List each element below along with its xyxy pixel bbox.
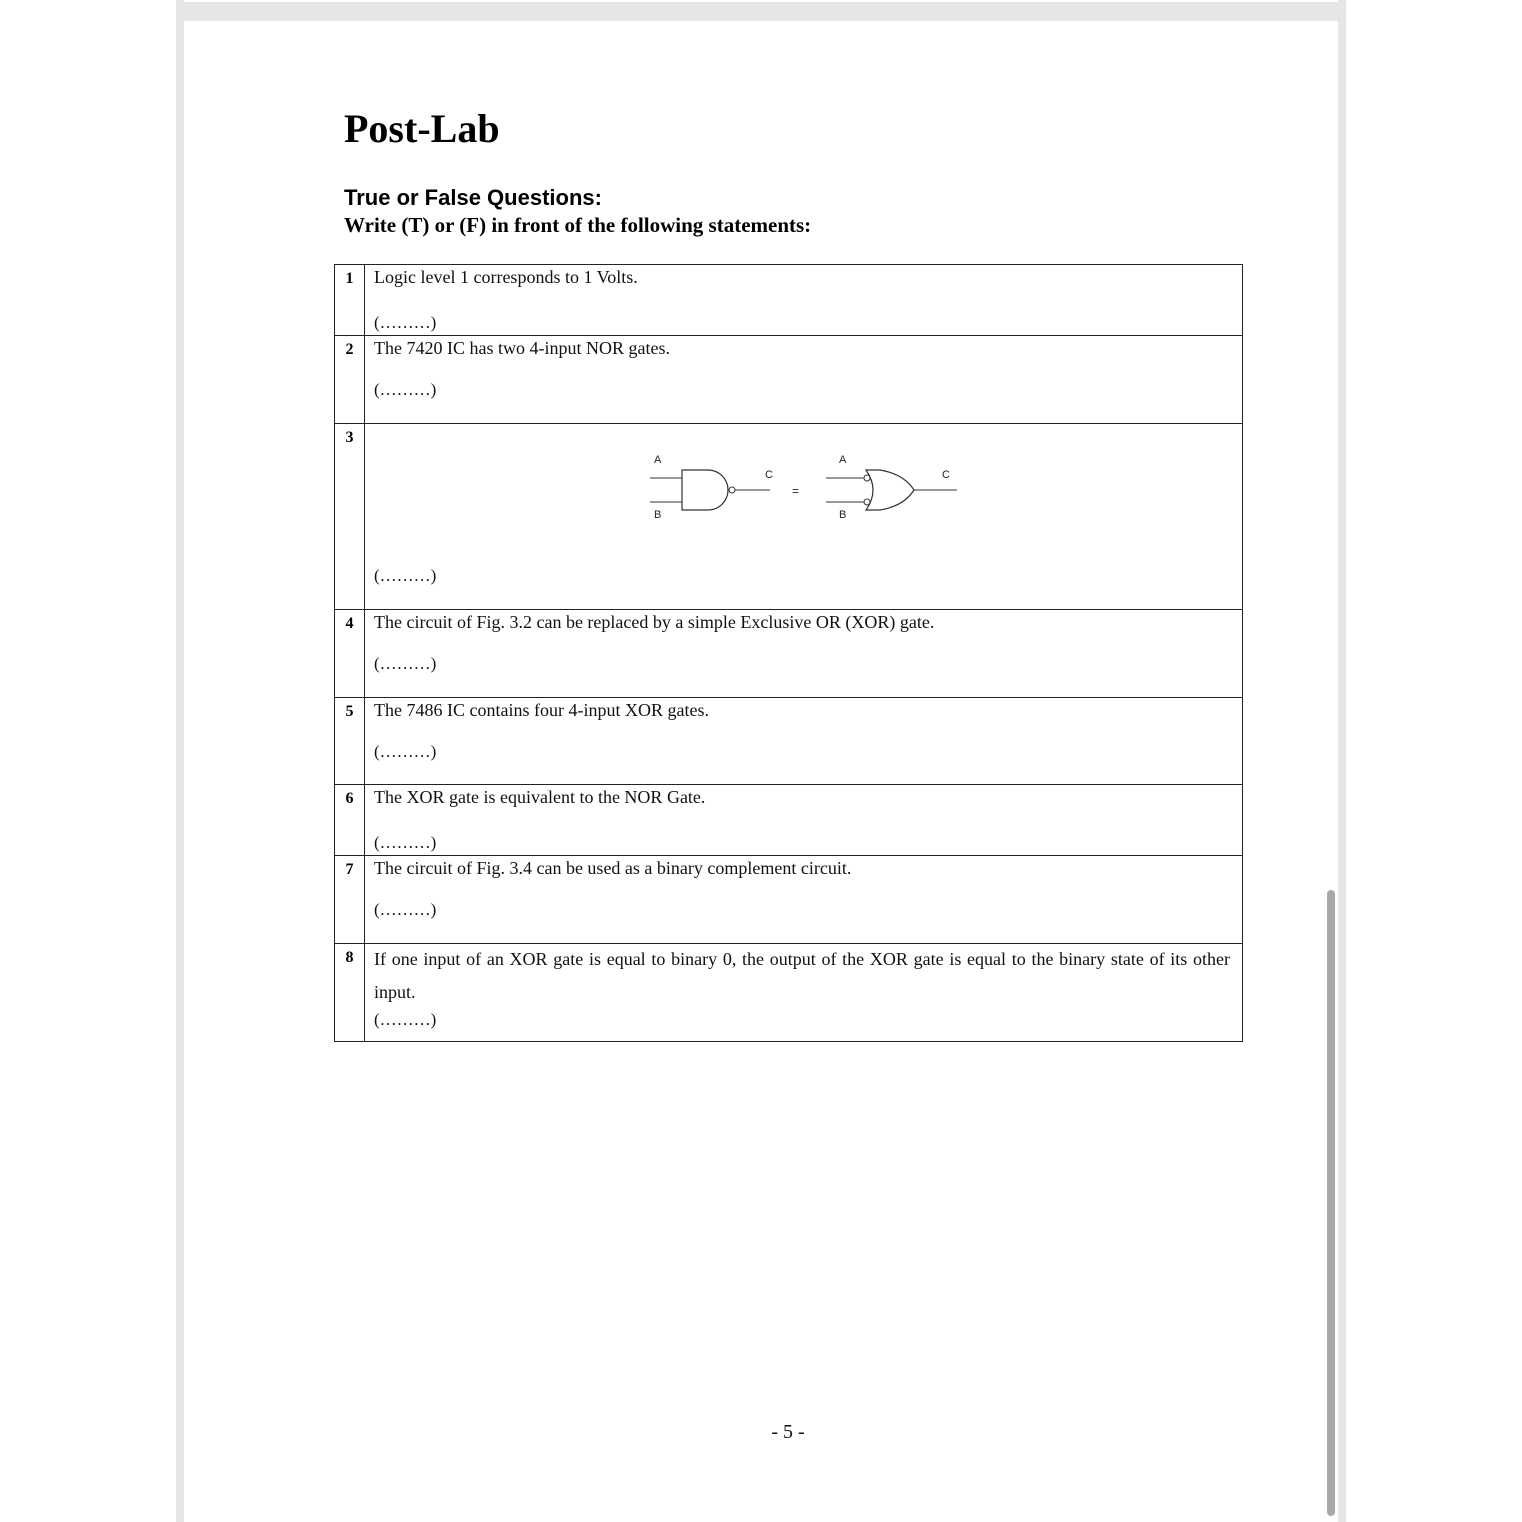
question-row (335, 336, 1243, 424)
answer-blank[interactable]: (………) (374, 566, 437, 585)
question-row (335, 785, 1243, 856)
page-number: - 5 - (771, 1421, 805, 1443)
label-c-left: C (765, 469, 773, 481)
answer-blank[interactable]: (………) (374, 742, 437, 761)
question-text: If one input of an XOR gate is equal to binary 0, the output of the XOR gate is equal to the binary state of its other input. (374, 949, 1230, 1002)
answer-blank[interactable]: (………) (374, 1010, 437, 1029)
previous-page-edge (184, 0, 1338, 2)
or-gate-symbol (866, 470, 914, 510)
question-text: The XOR gate is equivalent to the NOR Gate. (374, 787, 706, 807)
question-row (335, 265, 1243, 336)
nand-bubble (729, 487, 735, 493)
nand-gate-symbol (682, 470, 728, 510)
label-b-left: B (654, 509, 662, 521)
question-row (335, 944, 1243, 1042)
question-row (335, 610, 1243, 698)
answer-blank[interactable]: (………) (374, 380, 437, 399)
question-text: The circuit of Fig. 3.2 can be replaced by a simple Exclusive OR (XOR) gate. (374, 612, 935, 632)
questions-table (334, 264, 1243, 1042)
answer-blank[interactable]: (………) (374, 833, 437, 852)
equals-sign: = (792, 484, 800, 498)
question-number: 8 (335, 944, 365, 1042)
label-b-right: B (839, 509, 847, 521)
answer-blank[interactable]: (………) (374, 654, 437, 673)
question-number: 5 (335, 698, 365, 785)
page-title: Post-Lab (344, 106, 500, 151)
label-a-left: A (654, 454, 662, 466)
question-number: 4 (335, 610, 365, 698)
gate-equivalence-figure (650, 450, 970, 525)
question-text: The 7486 IC contains four 4-input XOR gates. (374, 700, 709, 720)
question-number: 7 (335, 856, 365, 944)
question-row (335, 424, 1243, 610)
question-text: The circuit of Fig. 3.4 can be used as a binary complement circuit. (374, 858, 852, 878)
document-page (184, 21, 1338, 1522)
question-row (335, 856, 1243, 944)
question-row (335, 698, 1243, 785)
label-a-right: A (839, 454, 847, 466)
question-text: The 7420 IC has two 4-input NOR gates. (374, 338, 670, 358)
label-c-right: C (942, 469, 950, 481)
instruction-text: Write (T) or (F) in front of the following statements: (344, 213, 812, 237)
section-title: True or False Questions: (344, 185, 602, 210)
answer-blank[interactable]: (………) (374, 313, 437, 332)
answer-blank[interactable]: (………) (374, 900, 437, 919)
question-number: 3 (335, 424, 365, 610)
question-number: 6 (335, 785, 365, 856)
question-number: 2 (335, 336, 365, 424)
question-number: 1 (335, 265, 365, 336)
question-text: Logic level 1 corresponds to 1 Volts. (374, 267, 638, 287)
vertical-scrollbar[interactable] (1327, 890, 1335, 1516)
